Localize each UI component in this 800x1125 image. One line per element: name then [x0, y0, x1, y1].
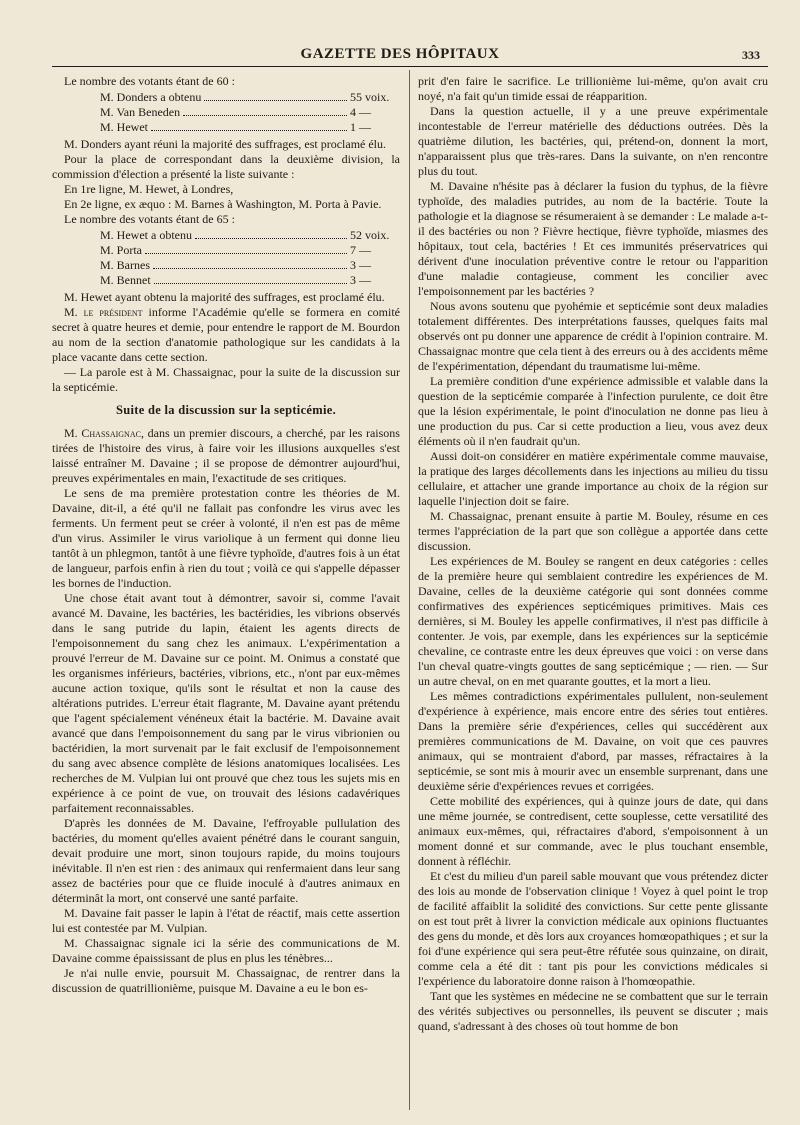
candidate-name: M. Van Beneden	[100, 105, 181, 119]
vote-count: 3 —	[350, 258, 371, 272]
candidate-name: M. Bennet	[100, 273, 151, 287]
paragraph: Pour la place de correspondant dans la deuxième division, la commission d'élection a présenté la liste suivante :	[52, 152, 400, 181]
candidate-name: M. Porta	[100, 243, 142, 257]
dot-leader	[145, 243, 347, 254]
section-heading: Suite de la discussion sur la septicémie.	[115, 403, 337, 417]
paragraph-text: informe l'Académie qu'elle se formera en comité secret à quatre heures et demie, pour entendre le rapport de M. Bourdon au nom de la section d'anatomie pathologique sur les candidats à la place vacante dans cette section.	[52, 305, 400, 364]
paragraph: M. Hewet ayant obtenu la majorité des suffrages, est proclamé élu.	[64, 290, 385, 304]
page-number: 333	[742, 48, 760, 62]
vote-row	[52, 90, 400, 105]
paragraph: Une chose était avant tout à démontrer, savoir si, comme l'avait avancé M. Davaine, les bactéries, les bactéridies, les vibrions observés dans le sang putride du lapin, étaient les agents directs de l'empoisonnement du sang chez les animaux. L'expérimentation a prouvé l'erreur de M. Davaine sur ce point. M. Onimus a constaté que les organismes inférieurs, bactéries, vibrions, etc., n'ont par eux-mêmes aucune action toxique, qu'ils sont le résultat et non la cause des altérations putrides. L'erreur était flagrante, M. Davaine ayant prétendu que l'agent spécialement vénéneux était la bactérie. M. Davaine avait avancé que dans l'empoisonnement du sang par le virus vibrionien ou bactéridien, la mort survenait par le fait exclusif de l'empoisonnement du sang avec absence complète de lésions anatomiques localisées. Les recherches de M. Vulpian lui ont prouvé que chez tous les sujets mis en expérience à ce point de vue, on trouvait des lésions cadavériques parfaitement reconnaissables.	[52, 591, 400, 815]
paragraph: La première condition d'une expérience admissible et valable dans la question de la septicémie comparée à l'infection purulente, ce doit être que la lésion expérimentale, le point d'inoculation ne donne pas lieu à une production du pus. Car si cette production a lieu, vous avez deux éléments où il n'en faudrait qu'un.	[418, 374, 768, 448]
paragraph: M. Davaine n'hésite pas à déclarer la fusion du typhus, de la fièvre typhoïde, des maladies putrides, au nom de la bactérie. Toute la pathologie et la diagnose se résumeraient à se demander : Le malade a-t-il des bactéries ou non ? Fièvre hectique, fièvre typhoïde, miasmes des hôpitaux, tout cela, bactéries ! Et ces immunités préservatrices qui dérivent d'une inoculation préventive contre le retour ou l'apparition d'une maladie contagieuse, comment les concilier avec l'empoisonnement par les bactéries ?	[418, 179, 768, 298]
candidate-name: M. Donders a obtenu	[100, 90, 202, 104]
paragraph: D'après les données de M. Davaine, l'effroyable pullulation des bactéries, du moment qu'elles avaient pénétré dans le courant sanguin, devait produire une mort, sinon toujours rapide, du moins toujours inévitable. Il n'en est rien : des animaux qui renfermaient dans leur sang assez de bactéries pour que ce fluide inoculé à d'autres animaux en déterminât la mort, ont conservé une santé parfaite.	[52, 816, 400, 905]
vote-count: 52 voix.	[350, 228, 390, 242]
paragraph: Tant que les systèmes en médecine ne se combattent que sur le terrain des vérités subjectives ou personnelles, ils peuvent se discuter ; mais quand, s'adressant à des choses où tout homme de bon	[418, 989, 768, 1033]
vote-count: 55 voix.	[350, 90, 390, 104]
vote-row	[52, 258, 400, 273]
paragraph: Dans la question actuelle, il y a une preuve expérimentale incontestable de l'erreur matérielle des déductions outrées. Dès la quatrième dilution, les bactéries, qui, prétend-on, donnent la mort, n'apparaissent plus que très-rares. Dans la suivante, on n'en rencontre plus du tout.	[418, 104, 768, 178]
left-column	[52, 74, 400, 996]
vote-list-first	[52, 90, 400, 135]
vote-row	[52, 273, 400, 288]
paragraph: M. Chassaignac signale ici la série des communications de M. Davaine comme épaississant de plus en plus les ténèbres...	[52, 936, 400, 965]
paragraph: M. Donders ayant réuni la majorité des suffrages, est proclamé élu.	[64, 137, 387, 151]
right-column	[418, 74, 768, 1034]
dot-leader	[204, 90, 347, 101]
candidate-name: M. Barnes	[100, 258, 150, 272]
vote-row	[52, 243, 400, 258]
vote-row	[52, 120, 400, 135]
paragraph: Et c'est du milieu d'un pareil sable mouvant que vous prétendez dicter des lois au monde de l'observation clinique ! Voyez à quel point le trop de facilité affaiblit la solidité des convictions. Sur cette pente glissante on est tout prêt à livrer la conviction médicale aux opinions fluctuantes des gens du monde, et dès lors aux croyances homœopathiques ; et sur la foi d'une expérience qui sera peut-être réfutée sous quinzaine, on dirait, comme cela a été dit : tant pis pour les convictions médicales si l'expérience du laboratoire donne raison à l'homœopathie.	[418, 869, 768, 988]
paragraph: prit d'en faire le sacrifice. Le trillionième lui-même, qu'on avait cru noyé, n'a fait qu'un timide essai de réapparition.	[418, 74, 768, 103]
vote-count: 7 —	[350, 243, 371, 257]
paragraph: Nous avons soutenu que pyohémie et septicémie sont deux maladies totalement différentes. Des interprétations fausses, quelques faits mal observés ont pu donner une apparence de crédit à l'opinion contraire. M. Chassaignac montre que cela tient à des erreurs ou à des accidents même de l'expérimentation, dépendant du traumatisme lui-même.	[418, 299, 768, 373]
dot-leader	[153, 258, 347, 269]
paragraph: M. Chassaignac, prenant ensuite à partie M. Bouley, résume en ces termes l'appréciation de la part que son collègue a apportée dans cette discussion.	[418, 509, 768, 553]
paragraph	[52, 426, 400, 486]
paragraph	[52, 305, 400, 365]
paragraph: Je n'ai nulle envie, poursuit M. Chassaignac, de rentrer dans la discussion de quatrillionième, puisque M. Davaine a eu le bon es-	[52, 966, 400, 995]
paragraph: Le nombre des votants étant de 65 :	[64, 212, 235, 226]
speaker-name: M. le président	[64, 305, 143, 319]
paragraph-text: dans un premier discours, a cherché, par les raisons tirées de l'histoire des virus, à faire voir les illusions auxquelles s'est laissé entraîner M. Davaine ; il se propose de démontrer aujourd'hui, preuves expérimentales en main, l'exactitude de ses critiques.	[52, 426, 400, 485]
candidate-name: M. Hewet a obtenu	[100, 228, 192, 242]
paragraph: Aussi doit-on considérer en matière expérimentale comme mauvaise, la pratique des larges décollements dans les injections au milieu du tissu cellulaire, et attacher une grande importance au choix de la région sur laquelle l'injection doit se faire.	[418, 449, 768, 508]
running-title: GAZETTE DES HÔPITAUX	[300, 46, 500, 62]
paragraph: Cette mobilité des expériences, qui à quinze jours de date, qui dans une même journée, se contredisent, cette souplesse, cette versatilité des animaux eux-mêmes, qui, réfractaires d'abord, s'empoisonnent à un moment donné et sur commande, avec le plus touchant ensemble, donnent à réfléchir.	[418, 794, 768, 868]
paragraph: En 1re ligne, M. Hewet, à Londres,	[64, 182, 234, 196]
vote-count: 1 —	[350, 120, 371, 134]
vote-count: 3 —	[350, 273, 371, 287]
paragraph: Le sens de ma première protestation contre les théories de M. Davaine, dit-il, a été qu'il ne fallait pas confondre les virus avec les ferments. Un ferment peut se créer à volonté, il n'en est pas de même d'un virus. Assimiler le virus variolique à un ferment qui donne lieu tantôt à un phlegmon, tantôt à une fièvre typhoïde, d'autres fois à un état de langueur, parfois enfin à rien du tout ; voilà ce qui s'appelle dépasser les bornes de l'induction.	[52, 486, 400, 590]
vote-list-second	[52, 228, 400, 288]
paragraph: Les mêmes contradictions expérimentales pullulent, non-seulement d'expérience à expérience, mais encore entre des séries tout entières. Dans la première série d'expériences, celles qui succédèrent aux premières communications de M. Davaine, on voit que ces pauvres animaux, qui se montraient d'abord, par masses, réfractaires à la septicémie, se sont mis à mourir avec un ensemble surprenant, dans une deuxième série d'expériences revues et corrigées.	[418, 689, 768, 793]
paragraph: En 2e ligne, ex æquo : M. Barnes à Washington, M. Porta à Pavie.	[64, 197, 382, 211]
paragraph: Les expériences de M. Bouley se rangent en deux catégories : celles de la première heure qui semblaient contredire les expériences de M. Davaine, celles de la deuxième catégorie qui sont données comme confirmatives des expériences septicémiques primitives. Mais ces dernières, si M. Bouley les appelle confirmatives, il n'est pas difficile à contenter. Je vois, par exemple, dans les expériences sur la septicémie chevaline, ce contraste entre les deux épreuves que voici : on verse dans l'un cheval quatre-vingts gouttes de sang septicémique ; — rien. — Sur un autre cheval, on en met quarante gouttes, et la mort a lieu.	[418, 554, 768, 688]
paragraph: — La parole est à M. Chassaignac, pour la suite de la discussion sur la septicémie.	[52, 365, 400, 394]
dot-leader	[195, 228, 347, 239]
dot-leader	[154, 273, 347, 284]
dot-leader	[183, 105, 347, 116]
vote-row	[52, 105, 400, 120]
dot-leader	[151, 120, 347, 131]
paragraph: Le nombre des votants étant de 60 :	[64, 74, 235, 88]
paragraph: M. Davaine fait passer le lapin à l'état de réactif, mais cette assertion lui est contestée par M. Vulpian.	[52, 906, 400, 935]
vote-count: 4 —	[350, 105, 371, 119]
candidate-name: M. Hewet	[100, 120, 148, 134]
vote-row	[52, 228, 400, 243]
speaker-name: M. Chassaignac,	[64, 426, 144, 440]
header-rule	[52, 66, 768, 67]
column-divider	[409, 70, 410, 1110]
